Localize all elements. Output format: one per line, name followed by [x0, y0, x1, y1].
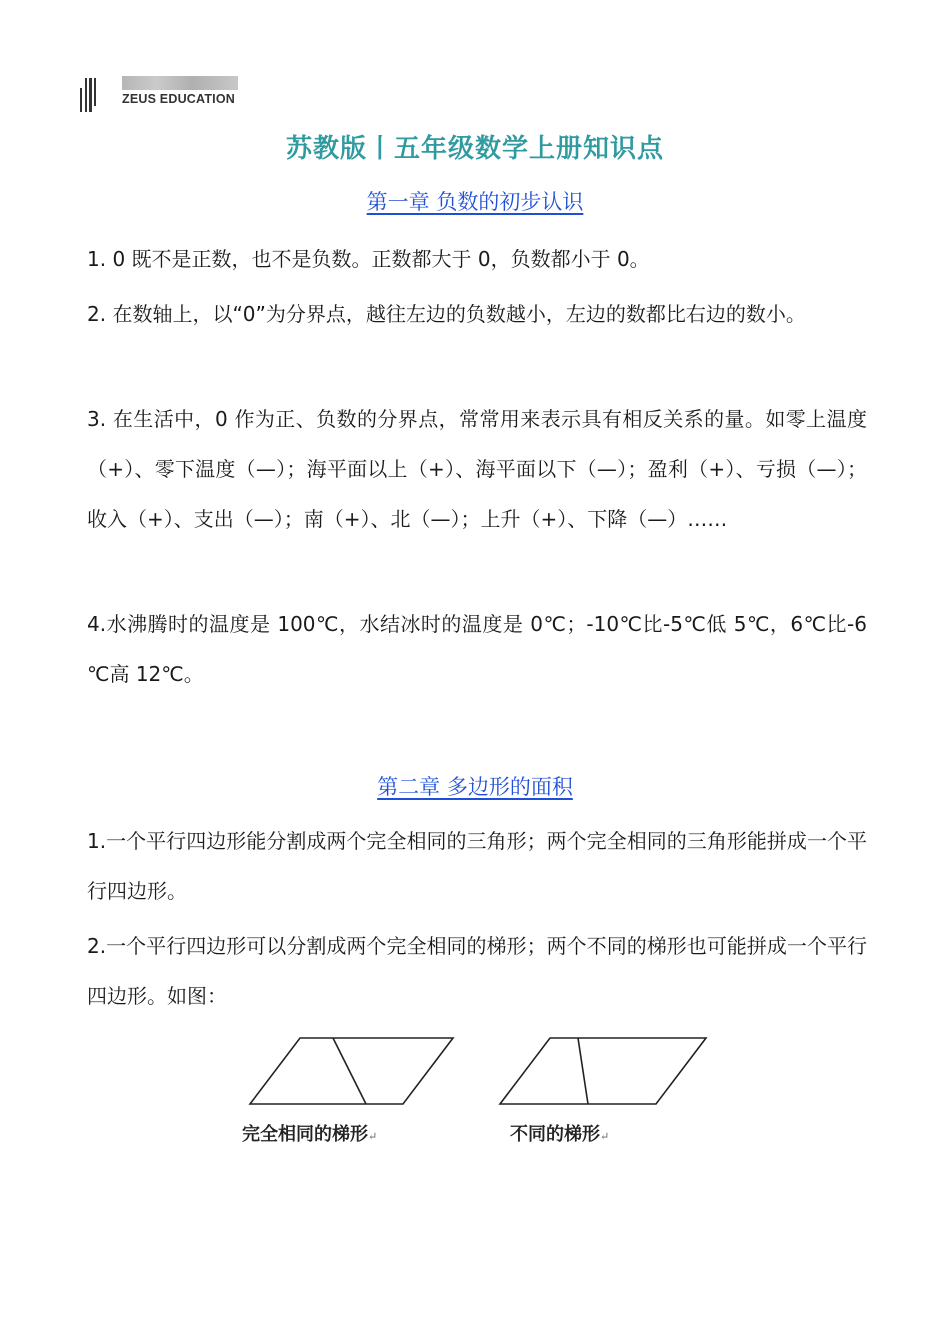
parallelogram-left: [250, 1038, 453, 1104]
chapter-1-point-3: 3. 在生活中，0 作为正、负数的分界点，常常用来表示具有相反关系的量。如零上温度（+）、零下温度（—）；海平面以上（+）、海平面以下（—）；盈利（+）、亏损（—）；收入（+）、支出（—）；南（+）、北（—）；上升（+）、下降（—）……: [87, 407, 867, 531]
chapter-1-point-1: 1. 0 既不是正数，也不是负数。正数都大于 0，负数都小于 0。: [87, 247, 650, 271]
figure-label-different: 不同的梯形↵: [510, 1124, 610, 1145]
parallelogram-right: [500, 1038, 706, 1104]
cut-line-left: [333, 1038, 366, 1104]
parallelogram-diagram: [238, 1032, 718, 1112]
logo-mark-icon: [78, 78, 100, 112]
chapter-2-point-2: 2.一个平行四边形可以分割成两个完全相同的梯形；两个不同的梯形也可能拼成一个平行四边形。如图：: [87, 934, 867, 1008]
chapter-2-point-1: 1.一个平行四边形能分割成两个完全相同的三角形；两个完全相同的三角形能拼成一个平行四边形。: [87, 829, 867, 903]
cut-line-right: [578, 1038, 588, 1104]
chapter-1-heading: 第一章 负数的初步认识: [366, 190, 584, 214]
logo: [78, 70, 278, 120]
chapter-1-point-4: 4.水沸腾时的温度是 100℃，水结冰时的温度是 0℃；-10℃比-5℃低 5℃，6℃比-6 ℃高 12℃。: [87, 612, 867, 686]
logo-wordmark-chinese: [122, 76, 238, 90]
trapezoid-figure: [238, 1032, 718, 1152]
chapter-2-heading: 第二章 多边形的面积: [377, 775, 573, 799]
figure-label-identical: 完全相同的梯形↵: [242, 1124, 378, 1145]
logo-brand-text: ZEUS EDUCATION: [122, 92, 235, 106]
chapter-1-point-2: 2. 在数轴上，以“0”为分界点，越往左边的负数越小，左边的数都比右边的数小。: [87, 302, 806, 326]
page-title: 苏教版丨五年级数学上册知识点: [285, 134, 664, 164]
